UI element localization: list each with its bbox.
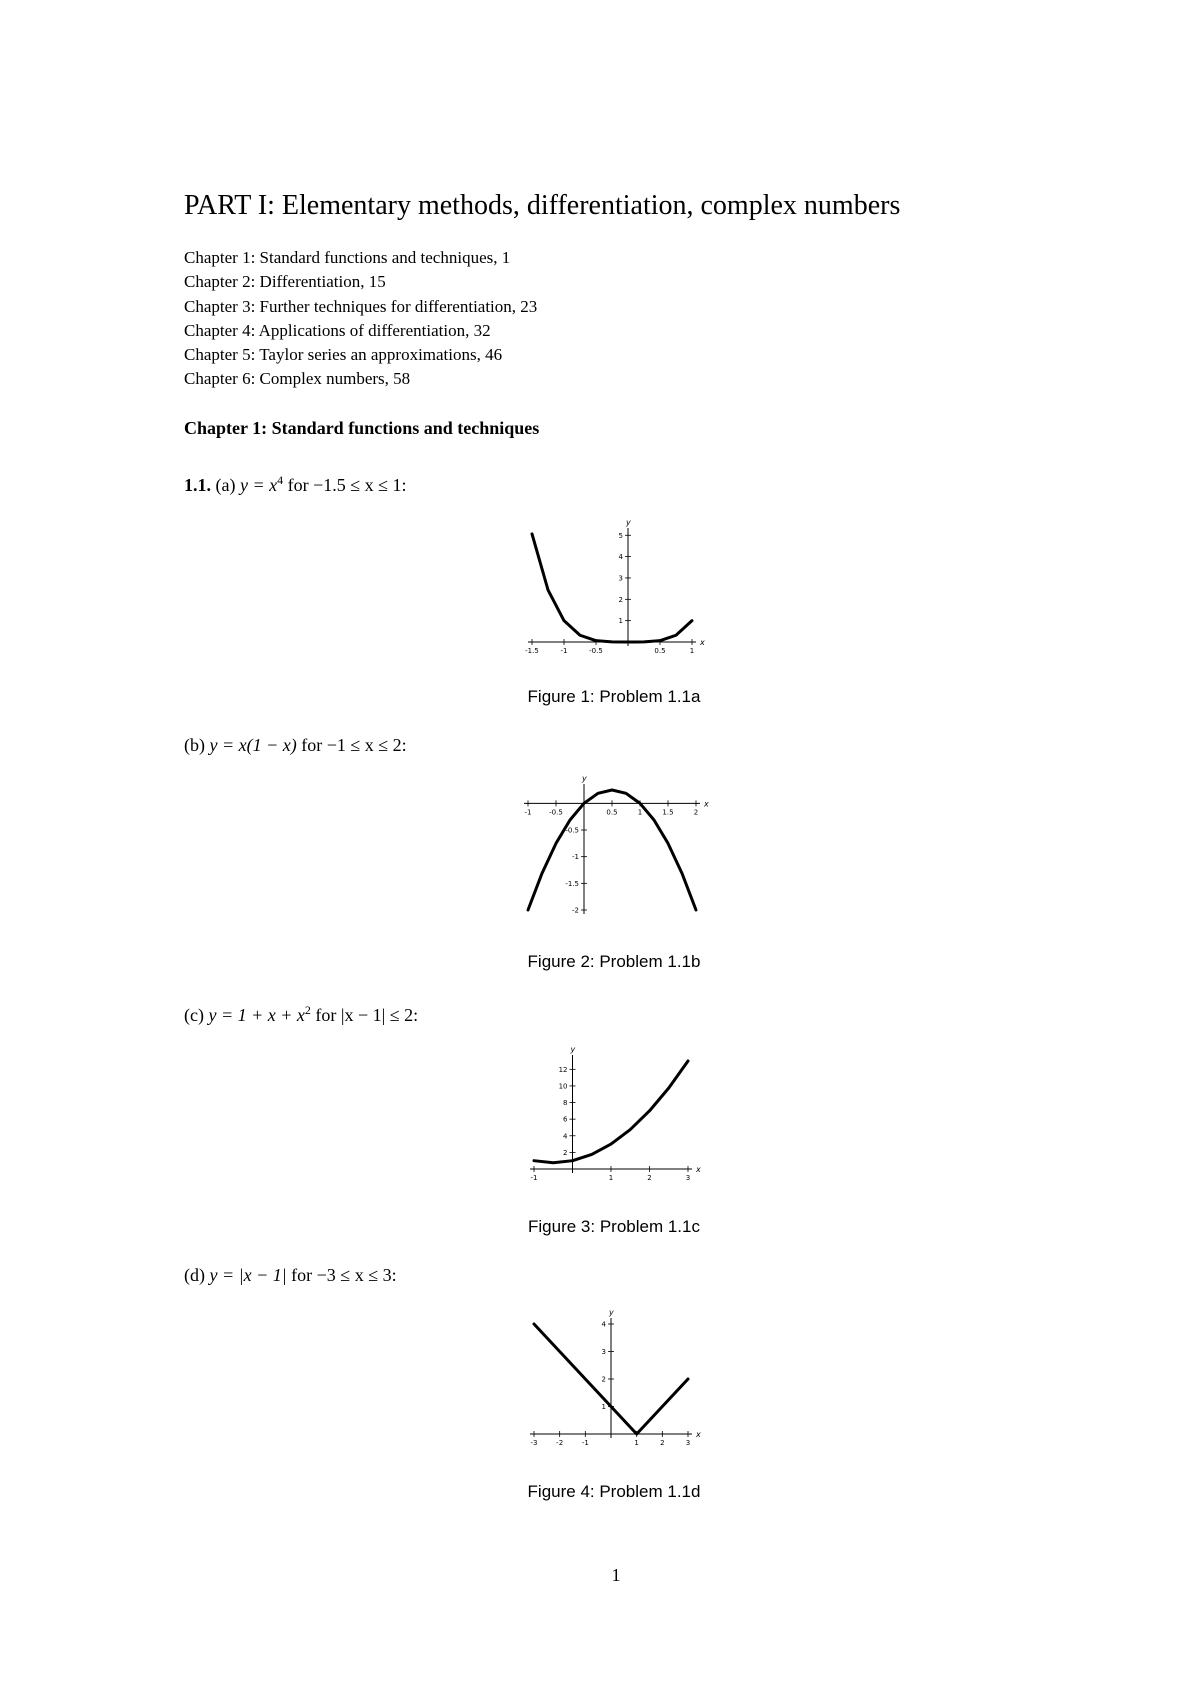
problem-a-statement bbox=[184, 468, 407, 497]
y-tick-label: 3 bbox=[618, 574, 623, 583]
problem-expression: y = |x − 1| bbox=[209, 1265, 287, 1285]
chapter-heading: Chapter 1: Standard functions and techniques bbox=[184, 418, 540, 438]
figure-1-caption: Figure 1: Problem 1.1a bbox=[527, 687, 701, 706]
x-tick-label: 1.5 bbox=[662, 808, 674, 817]
toc-entry: Chapter 4: Applications of differentiation, 32 bbox=[184, 320, 491, 340]
y-tick-label: 2 bbox=[618, 595, 623, 604]
page-number: 1 bbox=[611, 1565, 621, 1585]
figure-3-caption: Figure 3: Problem 1.1c bbox=[528, 1217, 700, 1236]
y-tick-label: 6 bbox=[563, 1115, 568, 1124]
x-tick-label: 2 bbox=[660, 1439, 665, 1447]
function-curve bbox=[532, 531, 692, 642]
problem-part-label: (d) bbox=[184, 1265, 205, 1285]
x-tick-label: -1 bbox=[524, 808, 532, 817]
y-tick-label: 2 bbox=[601, 1375, 606, 1384]
x-tick-label: -1.5 bbox=[525, 647, 539, 655]
x-tick-label: -1 bbox=[530, 1174, 538, 1182]
x-tick-label: -0.5 bbox=[549, 808, 563, 817]
y-tick-label: -1 bbox=[572, 853, 579, 862]
y-tick-label: -1.5 bbox=[565, 879, 579, 888]
toc-entry: Chapter 3: Further techniques for differentiation, 23 bbox=[184, 296, 538, 316]
toc-entry: Chapter 1: Standard functions and techniques, 1 bbox=[184, 248, 511, 267]
figure-1-plot bbox=[520, 518, 720, 658]
y-tick-label: 4 bbox=[618, 553, 623, 562]
x-tick-label: 1 bbox=[637, 808, 643, 817]
x-tick-label: 0.5 bbox=[606, 808, 618, 817]
y-tick-label: 12 bbox=[558, 1065, 568, 1074]
y-tick-label: 8 bbox=[563, 1099, 568, 1108]
toc-entry: Chapter 5: Taylor series an approximations, 46 bbox=[184, 345, 503, 365]
x-axis-label: x bbox=[704, 799, 709, 809]
figure-3-plot bbox=[520, 1047, 720, 1187]
figure-2-caption: Figure 2: Problem 1.1b bbox=[527, 952, 701, 971]
function-curve bbox=[534, 1061, 688, 1163]
y-tick-label: 3 bbox=[601, 1348, 606, 1356]
x-tick-label: -1 bbox=[560, 647, 568, 655]
x-tick-label: 1 bbox=[608, 1174, 614, 1182]
x-axis-label: x bbox=[696, 1165, 701, 1174]
y-axis-label: y bbox=[626, 518, 631, 527]
x-tick-label: -2 bbox=[556, 1439, 564, 1447]
x-tick-label: 1 bbox=[689, 647, 695, 655]
table-of-contents bbox=[184, 246, 537, 392]
y-axis-label: y bbox=[609, 1308, 614, 1317]
toc-entry: Chapter 6: Complex numbers, 58 bbox=[184, 369, 411, 389]
problem-part-label: (a) bbox=[215, 475, 236, 495]
y-tick-label: 10 bbox=[558, 1082, 568, 1091]
x-tick-label: 3 bbox=[685, 1174, 691, 1182]
problem-exponent: 2 bbox=[304, 1003, 311, 1017]
x-axis-label: x bbox=[700, 638, 705, 647]
x-tick-label: 1 bbox=[634, 1439, 639, 1447]
problem-expression: y = 1 + x + x bbox=[208, 1005, 305, 1025]
x-tick-label: 2 bbox=[693, 808, 699, 817]
problem-b-statement bbox=[184, 733, 407, 757]
figure-2-plot bbox=[520, 774, 720, 922]
problem-expression: y = x(1 − x) bbox=[209, 735, 297, 755]
problem-d-statement bbox=[184, 1263, 397, 1287]
x-tick-label: -1 bbox=[581, 1439, 589, 1447]
problem-number: 1.1. bbox=[184, 475, 211, 495]
problem-domain: for −3 ≤ x ≤ 3: bbox=[286, 1265, 397, 1285]
x-axis-label: x bbox=[696, 1430, 701, 1439]
y-tick-label: 4 bbox=[601, 1320, 606, 1329]
problem-part-label: (b) bbox=[184, 735, 205, 755]
x-tick-label: -0.5 bbox=[589, 647, 603, 655]
y-tick-label: 4 bbox=[563, 1132, 568, 1141]
x-tick-label: 3 bbox=[685, 1439, 691, 1447]
y-tick-label: -2 bbox=[572, 906, 579, 915]
problem-domain: for |x − 1| ≤ 2: bbox=[310, 1005, 419, 1025]
y-tick-label: 2 bbox=[563, 1148, 568, 1157]
toc-entry: Chapter 2: Differentiation, 15 bbox=[184, 272, 386, 292]
figure-4-plot bbox=[520, 1310, 720, 1450]
problem-c-statement bbox=[184, 998, 418, 1027]
problem-expression: y = x bbox=[239, 475, 278, 495]
problem-domain: for −1 ≤ x ≤ 2: bbox=[296, 735, 407, 755]
y-tick-label: 5 bbox=[618, 531, 623, 540]
y-axis-label: y bbox=[582, 774, 587, 783]
x-tick-label: 2 bbox=[647, 1174, 652, 1182]
problem-domain: for −1.5 ≤ x ≤ 1: bbox=[283, 475, 407, 495]
x-tick-label: 0.5 bbox=[654, 647, 666, 655]
part-title: PART I: Elementary methods, differentiation, complex numbers bbox=[184, 190, 901, 221]
y-tick-label: 1 bbox=[618, 617, 623, 626]
problem-exponent: 4 bbox=[277, 473, 284, 487]
problem-part-label: (c) bbox=[184, 1005, 204, 1025]
y-axis-label: y bbox=[570, 1045, 576, 1054]
y-tick-label: -0.5 bbox=[565, 826, 579, 835]
y-tick-label: 1 bbox=[601, 1403, 606, 1411]
figure-4-caption: Figure 4: Problem 1.1d bbox=[527, 1482, 701, 1501]
x-tick-label: -3 bbox=[530, 1439, 538, 1447]
